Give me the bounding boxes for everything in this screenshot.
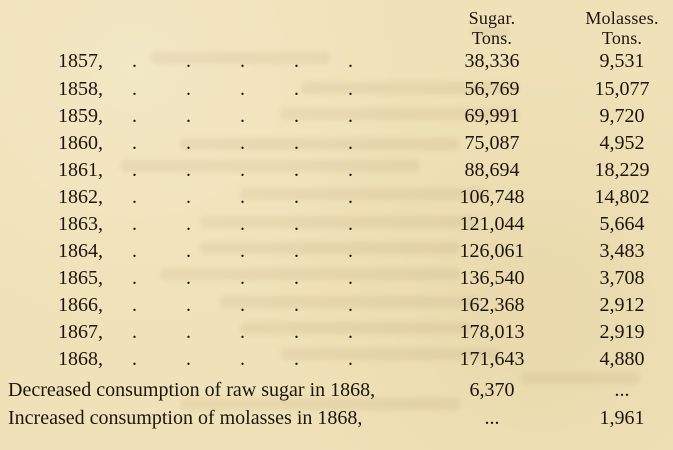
leader-dots: . . . . . — [132, 186, 353, 208]
molasses-cell: 3,708 — [599, 267, 645, 289]
table-row — [0, 103, 673, 129]
table-row — [0, 319, 673, 345]
table-row — [0, 130, 673, 156]
year-cell: 1864, — [58, 240, 103, 262]
molasses-cell: 9,531 — [599, 50, 645, 72]
summary-row — [0, 377, 673, 403]
year-cell: 1859, — [58, 105, 103, 127]
summary-label: Decreased consumption of raw sugar in 1868, — [8, 379, 376, 401]
sugar-header-unit: Tons. — [471, 28, 513, 48]
year-cell: 1863, — [58, 213, 103, 235]
year-cell: 1857, — [58, 50, 103, 72]
sugar-cell: 162,368 — [459, 294, 525, 316]
molasses-cell: 15,077 — [594, 78, 650, 100]
molasses-cell: 9,720 — [599, 105, 645, 127]
table-row — [0, 48, 673, 74]
leader-dots: . . . . . — [132, 240, 353, 262]
sugar-cell: 136,540 — [459, 267, 525, 289]
molasses-cell: 5,664 — [599, 213, 645, 235]
table-row — [0, 292, 673, 318]
leader-dots: . . . . . — [132, 50, 353, 72]
table-row — [0, 184, 673, 210]
sugar-cell: 171,643 — [459, 348, 525, 370]
sugar-cell: 38,336 — [464, 50, 520, 72]
molasses-cell: 4,952 — [599, 132, 645, 154]
table-row — [0, 157, 673, 183]
year-cell: 1858, — [58, 78, 103, 100]
leader-dots: . . . . . — [132, 213, 353, 235]
leader-dots: . . . . . — [132, 78, 353, 100]
year-cell: 1861, — [58, 159, 103, 181]
sugar-cell: ... — [484, 407, 500, 429]
table-row — [0, 238, 673, 264]
year-cell: 1865, — [58, 267, 103, 289]
leader-dots: . . . . . — [132, 267, 353, 289]
table-row — [0, 76, 673, 102]
table-row — [0, 346, 673, 372]
sugar-cell: 178,013 — [459, 321, 525, 343]
sugar-cell: 126,061 — [459, 240, 525, 262]
molasses-cell: 2,919 — [599, 321, 645, 343]
summary-label: Increased consumption of molasses in 1868, — [8, 407, 363, 429]
year-cell: 1866, — [58, 294, 103, 316]
sugar-cell: 56,769 — [464, 78, 520, 100]
sugar-cell: 75,087 — [464, 132, 520, 154]
sugar-cell: 88,694 — [464, 159, 520, 181]
leader-dots: . . . . . — [132, 294, 353, 316]
sugar-cell: 69,991 — [464, 105, 520, 127]
molasses-header-title: Molasses. — [585, 8, 659, 28]
table-row — [0, 265, 673, 291]
leader-dots: . . . . . — [132, 159, 353, 181]
table-row — [0, 211, 673, 237]
sugar-column-header — [446, 8, 538, 48]
sugar-header-title: Sugar. — [468, 8, 516, 28]
sugar-cell: 121,044 — [459, 213, 525, 235]
year-cell: 1868, — [58, 348, 103, 370]
leader-dots: . . . . . — [132, 321, 353, 343]
molasses-cell: 14,802 — [594, 186, 650, 208]
leader-dots: . . . . . — [132, 132, 353, 154]
year-cell: 1860, — [58, 132, 103, 154]
leader-dots: . . . . . — [132, 348, 353, 370]
molasses-cell: ... — [614, 379, 630, 401]
molasses-cell: 2,912 — [599, 294, 645, 316]
molasses-header-unit: Tons. — [601, 28, 643, 48]
leader-dots: . . . . . — [132, 105, 353, 127]
sugar-cell: 106,748 — [459, 186, 525, 208]
molasses-cell: 3,483 — [599, 240, 645, 262]
year-cell: 1862, — [58, 186, 103, 208]
molasses-cell: 18,229 — [594, 159, 650, 181]
molasses-cell: 4,880 — [599, 348, 645, 370]
summary-row — [0, 405, 673, 431]
year-cell: 1867, — [58, 321, 103, 343]
sugar-cell: 6,370 — [469, 379, 515, 401]
molasses-cell: 1,961 — [599, 407, 645, 429]
molasses-column-header — [572, 8, 672, 48]
